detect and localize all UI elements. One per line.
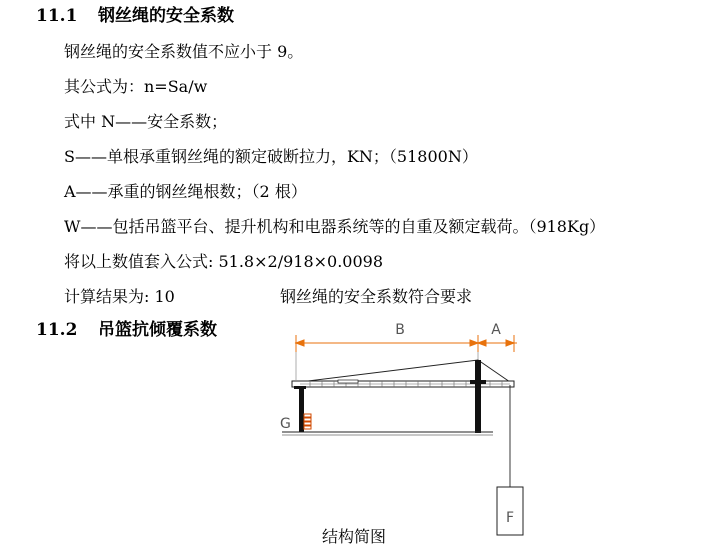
paragraph-def-a: A——承重的钢丝绳根数；（2 根） [64,182,307,201]
front-support [470,360,486,433]
label-b: B [395,322,405,338]
paragraph-def-n: 式中 N——安全系数； [64,112,228,131]
section-number: 11.2 [36,320,78,340]
section-number: 11.1 [36,6,78,26]
diagram-caption: 结构简图 [322,527,387,546]
paragraph-formula: 其公式为：n=Sa/w [64,77,208,96]
paragraph-min-factor: 钢丝绳的安全系数值不应小于 9。 [64,42,304,61]
label-g: G [280,416,291,432]
paragraph-substitution: 将以上数值套入公式: 51.8×2/918×0.0098 [64,252,384,271]
section-title: 钢丝绳的安全系数 [98,6,234,26]
paragraph-def-s: S——单根承重钢丝绳的额定破断拉力，KN；（51800N） [64,147,478,166]
label-a: A [491,322,501,338]
section-title: 吊篮抗倾覆系数 [98,320,217,340]
counterweight [304,414,311,429]
dimension-lines [295,335,517,352]
paragraph-def-w: W——包括吊篮平台、提升机构和电器系统等的自重及额定载荷。（918Kg） [64,217,606,236]
result-label: 计算结果为: 10 [64,287,175,306]
label-f: F [505,510,515,526]
result-conclusion: 钢丝绳的安全系数符合要求 [280,287,473,306]
